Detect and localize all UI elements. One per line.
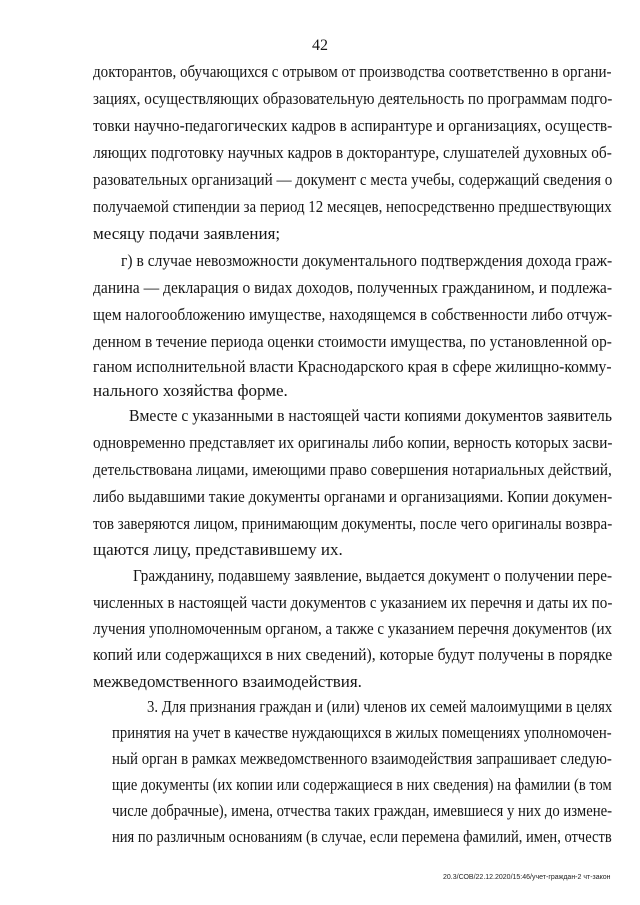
text-line: межведомственного взаимодействия.: [93, 672, 362, 691]
document-footer-code: 20.3/СОВ/22.12.2020/15:46/учет-граждан-2 чт-закон: [443, 874, 611, 881]
text-line: 3. Для признания граждан и (или) членов их семей малоимущими в целях: [147, 697, 613, 716]
text-line: принятия на учет в качестве нуждающихся в жилых помещениях уполномочен-: [112, 723, 612, 742]
text-line: либо выдавшими такие документы органами и организациями. Копии докумен-: [93, 487, 613, 506]
text-line: ляющих подготовку научных кадров в докторантуре, слушателей духовных об-: [93, 143, 612, 162]
text-line: ный орган в рамках межведомственного взаимодействия запрашивает следую-: [112, 749, 612, 768]
text-line: докторантов, обучающихся с отрывом от производства соответственно в органи-: [93, 62, 612, 81]
text-line: разовательных организаций — документ с места учебы, содержащий сведения о: [93, 170, 613, 189]
text-line: копий или содержащихся в них сведений), которые будут получены в порядке: [93, 645, 613, 664]
text-line: щаются лицу, представившему их.: [93, 540, 343, 559]
text-line: месяцу подачи заявления;: [93, 224, 281, 243]
text-line: нального хозяйства форме.: [93, 381, 288, 400]
text-line: Гражданину, подавшему заявление, выдается документ о получении пере-: [133, 566, 613, 585]
text-line: тов заверяются лицом, принимающим документы, после чего оригиналы возвра-: [93, 514, 613, 533]
text-line: одновременно представляет их оригиналы либо копии, верность которых засви-: [93, 433, 613, 452]
text-line: числе добрачные), имена, отчества таких граждан, имевшиеся у них до измене-: [112, 801, 613, 820]
text-line: товки научно-педагогических кадров в аспирантуре и организациях, осуществ-: [93, 116, 613, 135]
text-line: г) в случае невозможности документального подтверждения дохода граж-: [121, 251, 613, 270]
text-line: ния по различным основаниям (в случае, если перемена фамилий, имен, отчеств: [112, 827, 612, 846]
text-line: получаемой стипендии за период 12 месяцев, непосредственно предшествующих: [93, 197, 612, 216]
text-line: детельствована лицами, имеющими право совершения нотариальных действий,: [93, 460, 612, 479]
text-line: данина — декларация о видах доходов, полученных гражданином, и подлежа-: [93, 278, 613, 297]
text-line: численных в настоящей части документов с указанием их перечня и даты их по-: [93, 593, 613, 612]
text-line: Вместе с указанными в настоящей части копиями документов заявитель: [129, 406, 612, 425]
text-line: щем налогообложению имуществе, находящемся в собственности либо отчуж-: [93, 305, 613, 324]
text-line: лучения уполномоченным органом, а также с указанием перечня документов (их: [93, 619, 613, 638]
text-line: щие документы (их копии или содержащиеся в них сведения) на фамилии (в том: [112, 775, 612, 794]
text-line: денном в течение периода оценки стоимости имущества, по установленной ор-: [93, 332, 612, 351]
text-line: ганом исполнительной власти Краснодарского края в сфере жилищно-комму-: [93, 357, 612, 376]
text-line: зациях, осуществляющих образовательную деятельность по программам подго-: [93, 89, 613, 108]
page-number: 42: [312, 37, 328, 54]
